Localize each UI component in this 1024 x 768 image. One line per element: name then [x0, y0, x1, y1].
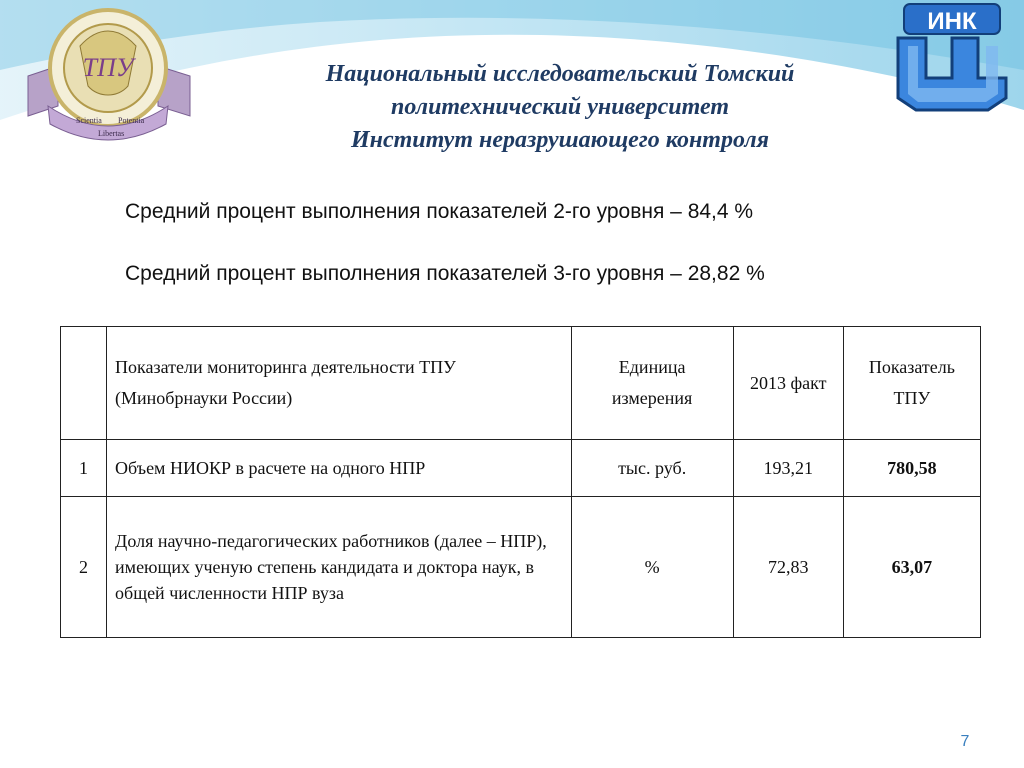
header-2013-fact: 2013 факт — [733, 327, 843, 440]
row-indicator-name: Объем НИОКР в расчете на одного НПР — [107, 440, 572, 497]
summary-level2-average: Средний процент выполнения показателей 2-го уровня – 84,4 % — [125, 200, 754, 223]
row-unit: % — [571, 497, 733, 638]
page-number: 7 — [960, 733, 970, 750]
header-indicator-name: Показатели мониторинга деятельности ТПУ (Минобрнауки России) — [107, 327, 572, 440]
row-number: 1 — [61, 440, 107, 497]
summary-level3-average: Средний процент выполнения показателей 3-го уровня – 28,82 % — [125, 262, 765, 285]
table-header-row — [61, 327, 981, 440]
row-2013-fact: 193,21 — [733, 440, 843, 497]
tpu-emblem-logo — [18, 6, 198, 146]
header-tpu-value: Показатель ТПУ — [843, 327, 980, 440]
table-row — [61, 497, 981, 638]
indicators-table — [60, 326, 981, 638]
emblem-motto-libertas: Libertas — [98, 129, 125, 138]
svg-text:ТПУ: ТПУ — [82, 53, 134, 82]
row-indicator-name: Доля научно-педагогических работников (далее – НПР), имеющих ученую степень кандидата и доктора наук, в общей численности НПР вуза — [107, 497, 572, 638]
row-2013-fact: 72,83 — [733, 497, 843, 638]
table-row — [61, 440, 981, 497]
header-line-institute: Институт неразрушающего контроля — [350, 127, 770, 153]
emblem-motto-scientia: Scientia — [76, 116, 102, 125]
ink-logo-text: ИНК — [927, 8, 977, 35]
row-number: 2 — [61, 497, 107, 638]
row-tpu-value: 780,58 — [843, 440, 980, 497]
header-line-university: Национальный исследовательский Томский — [325, 61, 795, 87]
row-tpu-value: 63,07 — [843, 497, 980, 638]
header-line-polytechnic: политехнический университет — [391, 94, 729, 120]
emblem-motto-potentia: Potentia — [118, 116, 145, 125]
institution-header — [200, 58, 920, 157]
header-number — [61, 327, 107, 440]
header-unit: Единица измерения — [571, 327, 733, 440]
row-unit: тыс. руб. — [571, 440, 733, 497]
